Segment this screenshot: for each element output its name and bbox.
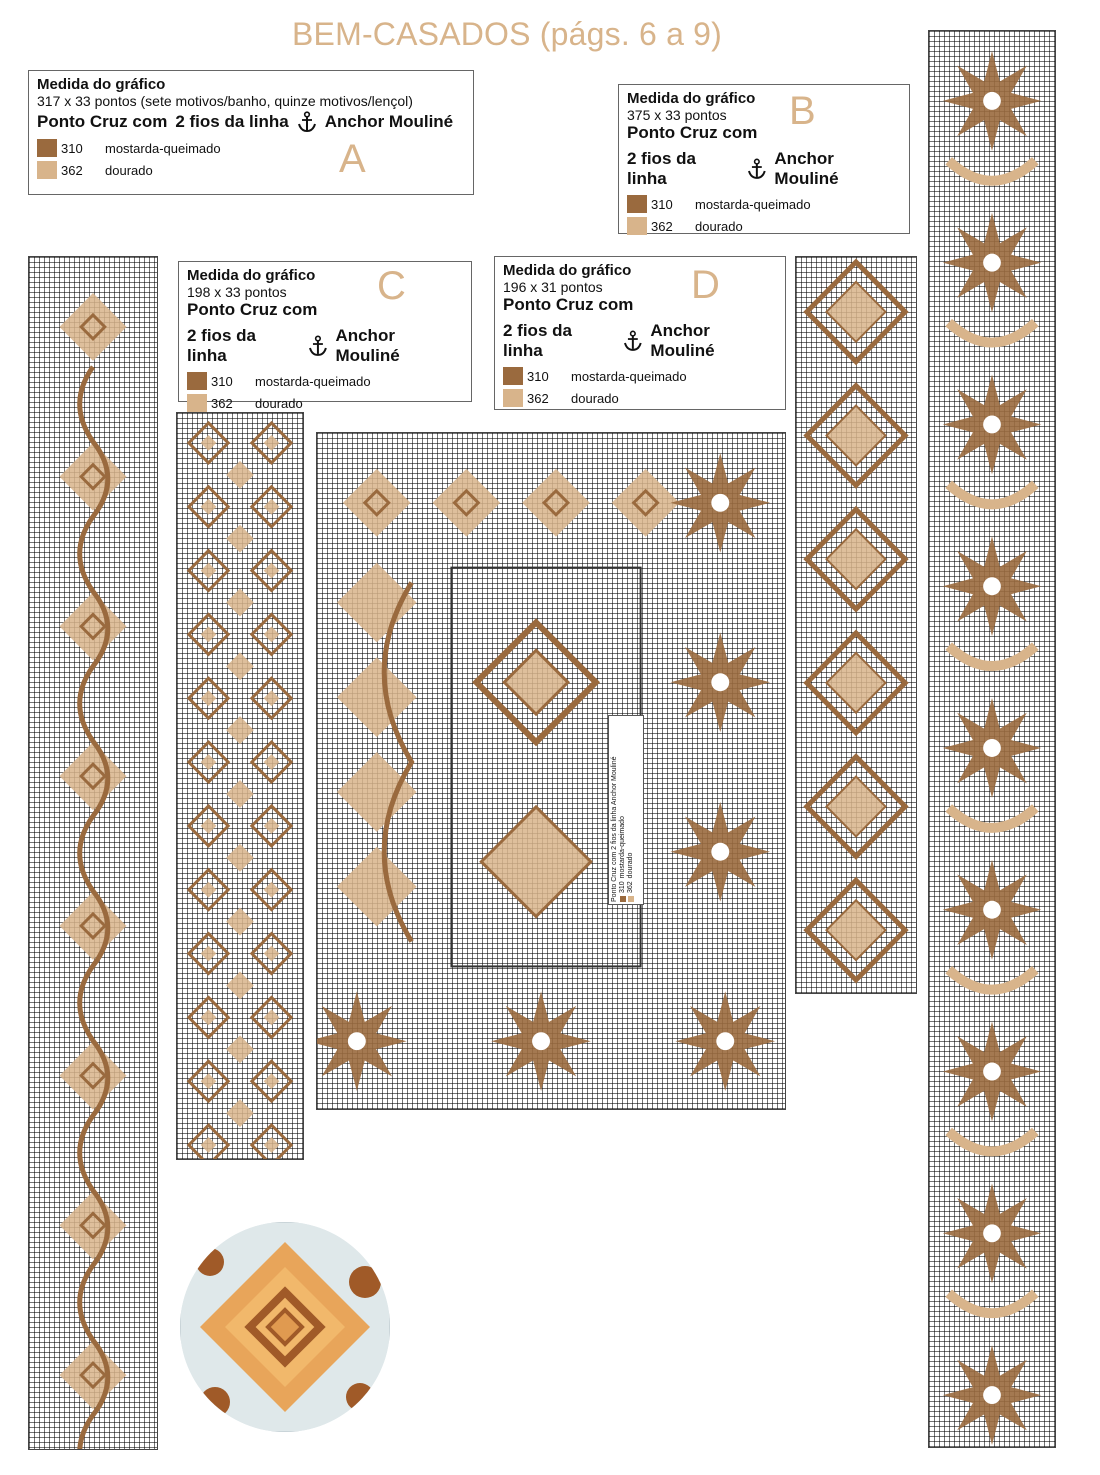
- chart-c-between: [226, 780, 254, 808]
- chart-a-light-motif: [60, 1341, 127, 1409]
- chart-a-light-motif: [60, 1042, 127, 1110]
- chart-c-between: [226, 1035, 254, 1063]
- legend-b-brand: Anchor Mouliné: [774, 149, 839, 188]
- legend-a-brand: Anchor Mouliné: [324, 112, 454, 131]
- chart-b-swirl: [949, 808, 1036, 828]
- legend-c: [178, 261, 472, 411]
- inset-legend-line: [611, 718, 619, 902]
- legend-a-thread: 2 fios da linha: [175, 112, 289, 131]
- chart-d-inner-diamond: [826, 529, 885, 589]
- swatch-name: mostarda-queimado: [105, 140, 221, 156]
- swatch-name: dourado: [105, 162, 153, 178]
- swatch-310: [187, 372, 207, 390]
- swatch-code: 310: [651, 196, 673, 212]
- legend-b-swatch-row: [627, 215, 901, 237]
- chart-d-strip: [795, 256, 917, 994]
- swatch-code: 310: [619, 881, 626, 893]
- chart-d-inner-diamond: [826, 406, 885, 466]
- chart-d-inner-diamond: [826, 653, 885, 713]
- chart-b-flower-center: [983, 1386, 1001, 1404]
- chart-c-between: [226, 972, 254, 1000]
- chart-c-motifs: [177, 413, 303, 1159]
- legend-a: [28, 70, 474, 195]
- swatch-code: 362: [627, 881, 634, 893]
- chart-c-diamond-fill: [264, 1073, 280, 1089]
- chart-a-light-motif: [60, 742, 127, 810]
- chart-main-bottom-flower-center: [716, 1032, 734, 1050]
- inset-legend-row: [619, 718, 627, 902]
- inset-legend-brand: Anchor Mouliné: [611, 756, 618, 806]
- chart-main-center-diamond-inner: [504, 650, 568, 714]
- legend-d-heading: Medida do gráfico: [503, 262, 632, 279]
- chart-c-diamond-fill: [201, 1137, 217, 1153]
- chart-main-left-motif: [337, 752, 417, 832]
- swatch-name: mostarda-queimado: [619, 816, 626, 879]
- page-title: BEM-CASADOS (págs. 6 a 9): [292, 16, 723, 52]
- inset-legend-row: [627, 718, 635, 902]
- chart-d-inner-diamond: [826, 777, 885, 837]
- chart-main-top-motif: [433, 469, 501, 537]
- chart-c-diamond-fill: [201, 754, 217, 770]
- chart-c-strip: [176, 412, 304, 1160]
- chart-c-diamond-fill: [264, 1009, 280, 1025]
- chart-c-diamond-fill: [264, 818, 280, 834]
- swatch-name: dourado: [255, 395, 303, 411]
- swatch-362: [37, 161, 57, 179]
- chart-b-flower-center: [983, 739, 1001, 757]
- chart-c-diamond-fill: [264, 754, 280, 770]
- chart-main: [316, 432, 786, 1110]
- legend-a-stitch: Ponto Cruz com: [37, 112, 168, 131]
- chart-c-diamond-fill: [201, 563, 217, 579]
- chart-c-diamond-fill: [201, 626, 217, 642]
- chart-main-left-motif: [337, 563, 417, 643]
- chart-d-inner-diamond: [826, 282, 885, 342]
- chart-b-flower-center: [983, 254, 1001, 272]
- chart-c-diamond-fill: [201, 946, 217, 962]
- swatch-name: mostarda-queimado: [571, 368, 687, 384]
- legend-b-size: 375 x 33 pontos: [627, 107, 727, 123]
- anchor-icon: [297, 111, 317, 133]
- swatch-name: mostarda-queimado: [255, 373, 371, 389]
- legend-a-size: 317 x 33 pontos (sete motivos/banho, quinze motivos/lençol): [37, 93, 413, 109]
- chart-c-diamond-fill: [201, 882, 217, 898]
- swatch-code: 310: [211, 373, 233, 389]
- legend-c-swatch-row: [187, 370, 463, 392]
- chart-c-diamond-fill: [201, 690, 217, 706]
- swatch-362: [503, 389, 523, 407]
- chart-c-diamond-fill: [201, 1073, 217, 1089]
- legend-d-brand: Anchor Mouliné: [650, 321, 715, 360]
- legend-c-size: 198 x 33 pontos: [187, 284, 287, 300]
- legend-a-thread-line: [37, 111, 465, 133]
- chart-b-swirl: [949, 1131, 1036, 1151]
- legend-d-stitch: Ponto Cruz com: [503, 295, 634, 314]
- swatch-code: 310: [527, 368, 549, 384]
- swatch-310: [620, 896, 626, 902]
- chart-c-between: [226, 908, 254, 936]
- legend-a-swatch-row: [37, 159, 465, 181]
- chart-a-light-motif: [60, 892, 127, 960]
- chart-b-flower-center: [983, 1063, 1001, 1081]
- chart-a-strip: [28, 256, 158, 1450]
- chart-b-flower-center: [983, 901, 1001, 919]
- stitched-sample-photo: [180, 1222, 390, 1432]
- legend-d-swatch-row: [503, 365, 777, 387]
- chart-c-between: [226, 589, 254, 617]
- chart-b-motifs: [929, 31, 1055, 1447]
- legend-c-swatch-row: [187, 392, 463, 414]
- legend-a-swatch-row: [37, 137, 465, 159]
- stitched-sample-image: [180, 1222, 390, 1432]
- legend-c-thread: 2 fios da linha: [187, 326, 256, 365]
- swatch-310: [503, 367, 523, 385]
- swatch-310: [37, 139, 57, 157]
- legend-b-letter: B: [789, 89, 816, 133]
- chart-c-diamond-fill: [264, 499, 280, 515]
- chart-main-top-motif: [343, 469, 411, 537]
- chart-main-bottom-flower-center: [348, 1032, 366, 1050]
- legend-b-swatch-row: [627, 193, 901, 215]
- chart-c-diamond-fill: [264, 882, 280, 898]
- chart-b-flower-center: [983, 415, 1001, 433]
- legend-a-letter: A: [339, 137, 366, 181]
- swatch-name: dourado: [627, 852, 634, 879]
- chart-c-diamond-fill: [264, 563, 280, 579]
- anchor-icon: [747, 158, 767, 180]
- inset-legend-text: Ponto Cruz com 2 fios da linha: [611, 806, 618, 902]
- chart-main-bottom-flower-center: [532, 1032, 550, 1050]
- chart-b-flower-center: [983, 1224, 1001, 1242]
- legend-c-letter: C: [377, 264, 406, 308]
- chart-c-between: [226, 652, 254, 680]
- swatch-code: 310: [61, 140, 83, 156]
- chart-main-motifs: [317, 433, 785, 1109]
- chart-c-between: [226, 525, 254, 553]
- chart-c-diamond-fill: [264, 1137, 280, 1153]
- chart-c-diamond-fill: [264, 435, 280, 451]
- legend-b-stitch: Ponto Cruz com: [627, 123, 758, 142]
- chart-c-diamond-fill: [201, 499, 217, 515]
- chart-b-swirl: [949, 1293, 1036, 1313]
- legend-d-swatch-row: [503, 387, 777, 409]
- swatch-362: [187, 394, 207, 412]
- chart-b-swirl: [949, 484, 1036, 504]
- chart-c-between: [226, 844, 254, 872]
- chart-c-diamond-fill: [264, 946, 280, 962]
- chart-main-left-motif: [337, 847, 417, 927]
- swatch-310: [627, 195, 647, 213]
- swatch-code: 362: [61, 162, 83, 178]
- swatch-name: mostarda-queimado: [695, 196, 811, 212]
- swatch-code: 362: [651, 218, 673, 234]
- chart-c-diamond-fill: [264, 690, 280, 706]
- chart-a-light-motif: [60, 1191, 127, 1259]
- chart-b-strip: [928, 30, 1056, 1448]
- chart-b-flower-center: [983, 577, 1001, 595]
- legend-d-thread-line: [503, 321, 777, 361]
- chart-a-light-motif: [60, 592, 127, 660]
- swatch-code: 362: [527, 390, 549, 406]
- chart-c-between: [226, 461, 254, 489]
- anchor-icon: [308, 335, 328, 357]
- swatch-362: [627, 217, 647, 235]
- legend-b-thread-line: [627, 149, 901, 189]
- swatch-362: [628, 896, 634, 902]
- chart-b-flower-center: [983, 92, 1001, 110]
- legend-c-stitch: Ponto Cruz com: [187, 300, 318, 319]
- legend-d: [494, 256, 786, 410]
- legend-b: [618, 84, 910, 234]
- chart-b-swirl: [949, 646, 1036, 666]
- legend-c-thread-line: [187, 326, 463, 366]
- chart-main-lower-diamond: [481, 807, 591, 917]
- legend-c-heading: Medida do gráfico: [187, 267, 316, 284]
- inset-legend: [608, 715, 644, 905]
- legend-c-brand: Anchor Mouliné: [335, 326, 400, 365]
- chart-b-swirl: [949, 323, 1036, 343]
- chart-d-inner-diamond: [826, 900, 885, 960]
- chart-a-light-motif: [60, 293, 127, 361]
- legend-b-thread: 2 fios da linha: [627, 149, 696, 188]
- chart-a-motifs: [29, 257, 157, 1449]
- chart-b-swirl: [949, 970, 1036, 990]
- chart-d-motifs: [796, 257, 916, 993]
- chart-a-light-motif: [60, 443, 127, 511]
- swatch-code: 362: [211, 395, 233, 411]
- anchor-icon: [623, 330, 643, 352]
- chart-main-right-flower-center: [711, 673, 729, 691]
- chart-main-right-flower-center: [711, 494, 729, 512]
- chart-c-diamond-fill: [201, 435, 217, 451]
- swatch-name: dourado: [571, 390, 619, 406]
- chart-c-diamond-fill: [201, 818, 217, 834]
- legend-a-heading: Medida do gráfico: [37, 76, 166, 93]
- chart-main-top-motif: [522, 469, 590, 537]
- legend-b-heading: Medida do gráfico: [627, 90, 756, 107]
- chart-main-left-motif: [337, 657, 417, 737]
- chart-b-swirl: [949, 161, 1036, 181]
- chart-main-right-flower-center: [711, 843, 729, 861]
- legend-d-size: 196 x 31 pontos: [503, 279, 603, 295]
- chart-main-top-motif: [612, 469, 680, 537]
- legend-d-thread: 2 fios da linha: [503, 321, 572, 360]
- chart-c-between: [226, 716, 254, 744]
- swatch-name: dourado: [695, 218, 743, 234]
- chart-c-diamond-fill: [264, 626, 280, 642]
- chart-c-between: [226, 1099, 254, 1127]
- legend-d-letter: D: [691, 263, 720, 307]
- chart-c-diamond-fill: [201, 1009, 217, 1025]
